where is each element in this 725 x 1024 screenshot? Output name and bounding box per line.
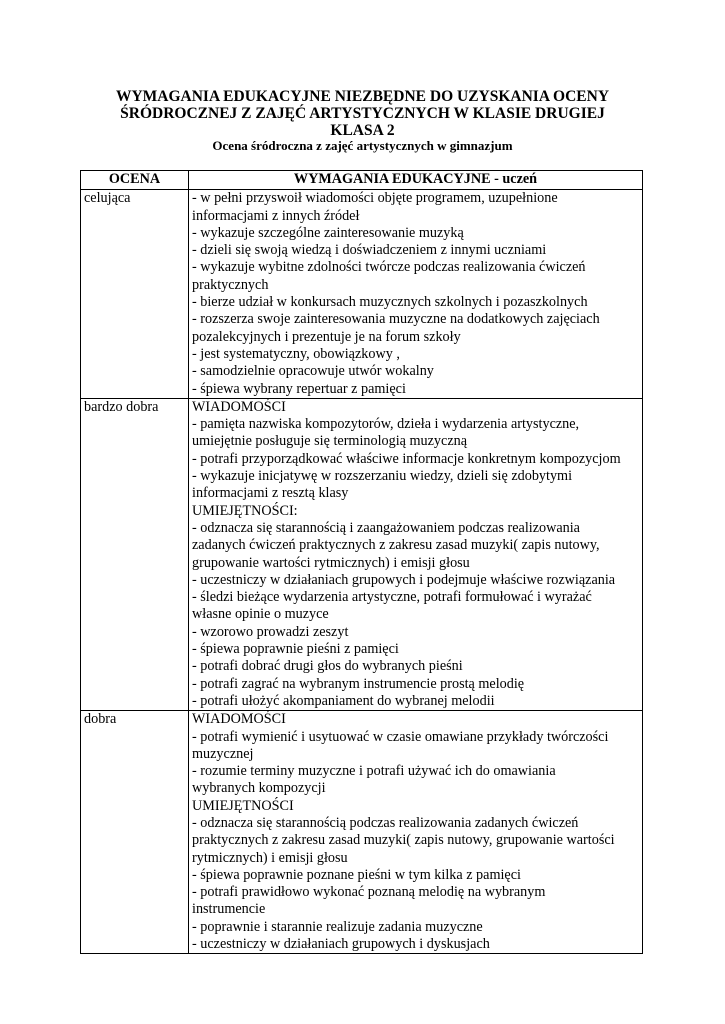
requirement-line: informacjami z innych źródeł — [192, 207, 360, 224]
requirement-line: muzycznej — [192, 745, 254, 762]
requirement-line: wybranych kompozycji — [192, 780, 326, 797]
grade-cell: dobra — [81, 711, 189, 954]
requirement-line: praktycznych — [192, 276, 269, 293]
requirement-line: - odznacza się starannością podczas realizowania zadanych ćwiczeń — [192, 814, 579, 831]
requirement-line: - odznacza się starannością i zaangażowaniem podczas realizowania — [192, 519, 580, 536]
requirement-line: - rozumie terminy muzyczne i potrafi używać ich do omawiania — [192, 763, 556, 780]
requirement-line: - uczestniczy w działaniach grupowych i podejmuje właściwe rozwiązania — [192, 571, 616, 588]
requirement-line: - wykazuje szczególne zainteresowanie muzyką — [192, 224, 464, 241]
requirement-line: informacjami z resztą klasy — [192, 485, 349, 502]
requirement-line: - wykazuje inicjatywę w rozszerzaniu wiedzy, dzieli się zdobytymi — [192, 468, 573, 485]
requirement-line: - śpiewa poprawnie poznane pieśni w tym kilka z pamięci — [192, 866, 521, 883]
table-row — [81, 711, 643, 954]
requirement-line: pozalekcyjnych i prezentuje je na forum szkoły — [192, 328, 461, 345]
requirement-line: - potrafi ułożyć akompaniament do wybranej melodii — [192, 692, 495, 709]
requirement-line: - dzieli się swoją wiedzą i doświadczeniem z innymi uczniami — [192, 242, 547, 259]
requirement-line: własne opinie o muzyce — [192, 606, 329, 623]
requirement-line: WIADOMOŚCI — [192, 711, 286, 728]
document-title-line-1: WYMAGANIA EDUKACYJNE NIEZBĘDNE DO UZYSKANIA OCENY — [115, 88, 610, 105]
requirement-line: - bierze udział w konkursach muzycznych szkolnych i pozaszkolnych — [192, 294, 588, 311]
table-header-row — [81, 171, 643, 190]
requirement-line: instrumencie — [192, 901, 266, 918]
requirement-line: - samodzielnie opracowuje utwór wokalny — [192, 363, 434, 380]
table-row — [81, 398, 643, 710]
grade-cell: bardzo dobra — [81, 398, 189, 710]
requirement-line: WIADOMOŚCI — [192, 398, 286, 415]
table-row — [81, 190, 643, 399]
requirement-line: - uczestniczy w działaniach grupowych i dyskusjach — [192, 936, 490, 953]
requirement-line: - potrafi zagrać na wybranym instrumencie prostą melodię — [192, 675, 525, 692]
document-title-line-3: KLASA 2 — [330, 122, 395, 139]
requirement-line: - rozszerza swoje zainteresowania muzyczne na dodatkowych zajęciach — [192, 311, 600, 328]
requirement-line: - potrafi wymienić i usytuować w czasie omawiane przykłady twórczości — [192, 728, 609, 745]
requirements-table — [80, 170, 643, 954]
requirement-line: umiejętnie posługuje się terminologią muzyczną — [192, 433, 468, 450]
table-body — [81, 190, 643, 954]
requirement-line: UMIEJĘTNOŚCI: — [192, 502, 298, 519]
requirements-cell — [189, 711, 643, 954]
grade-cell: celująca — [81, 190, 189, 399]
requirement-line: - potrafi prawidłowo wykonać poznaną melodię na wybranym — [192, 884, 546, 901]
requirement-line: - śpiewa wybrany repertuar z pamięci — [192, 380, 406, 397]
requirement-line: - jest systematyczny, obowiązkowy , — [192, 345, 400, 362]
requirement-line: - potrafi dobrać drugi głos do wybranych pieśni — [192, 658, 463, 675]
requirement-line: praktycznych z zakresu zasad muzyki( zapis nutowy, grupowanie wartości — [192, 832, 615, 849]
requirement-line: - potrafi przyporządkować właściwe informacje konkretnym kompozycjom — [192, 450, 621, 467]
requirement-line: UMIEJĘTNOŚCI — [192, 797, 294, 814]
requirement-line: - pamięta nazwiska kompozytorów, dzieła i wydarzenia artystyczne, — [192, 416, 580, 433]
document-title-line-2: ŚRÓDROCZNEJ Z ZAJĘĆ ARTYSTYCZNYCH W KLASIE DRUGIEJ — [120, 105, 605, 122]
requirement-line: - wykazuje wybitne zdolności twórcze podczas realizowania ćwiczeń — [192, 259, 586, 276]
requirements-cell — [189, 398, 643, 710]
requirement-line: - w pełni przyswoił wiadomości objęte programem, uzupełnione — [192, 190, 558, 207]
requirement-line: - wzorowo prowadzi zeszyt — [192, 623, 349, 640]
requirement-line: - śledzi bieżące wydarzenia artystyczne, potrafi formułować i wyrażać — [192, 589, 592, 606]
requirement-line: grupowanie wartości rytmicznych) i emisji głosu — [192, 554, 470, 571]
requirement-line: - śpiewa poprawnie pieśni z pamięci — [192, 641, 399, 658]
document-subtitle: Ocena śródroczna z zajęć artystycznych w gimnazjum — [212, 138, 513, 153]
requirements-cell — [189, 190, 643, 399]
header-requirements: WYMAGANIA EDUKACYJNE - uczeń — [189, 171, 643, 190]
header-grade: OCENA — [81, 171, 189, 190]
requirement-line: - poprawnie i starannie realizuje zadania muzyczne — [192, 918, 483, 935]
requirement-line: zadanych ćwiczeń praktycznych z zakresu zasad muzyki( zapis nutowy, — [192, 537, 600, 554]
requirement-line: rytmicznych) i emisji głosu — [192, 849, 348, 866]
